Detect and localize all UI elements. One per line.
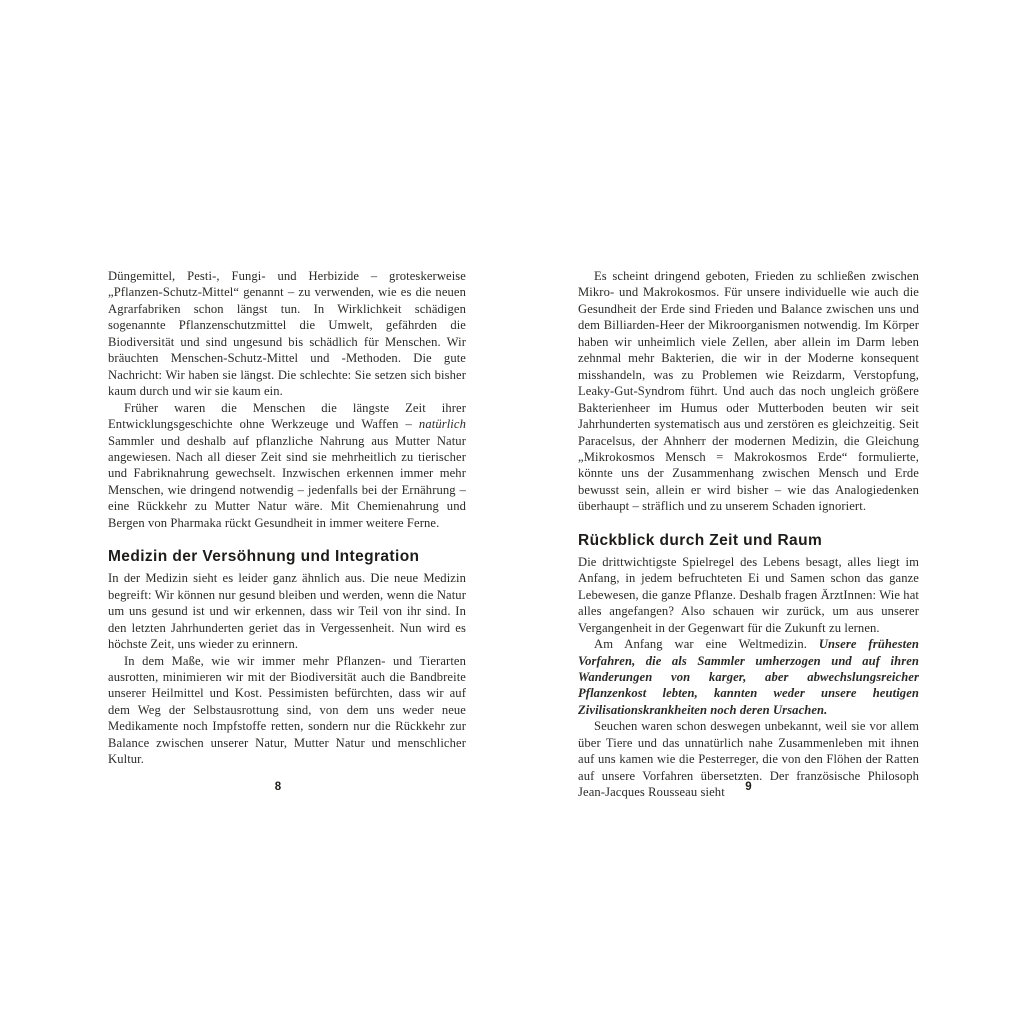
paragraph (108, 400, 466, 532)
paragraph (108, 653, 466, 768)
page-right-text-column (578, 268, 919, 801)
page-left-text-column (108, 268, 466, 768)
body-text: Es scheint dringend geboten, Frieden zu schließen zwischen Mikro- und Makrokosmos. Für unsere individuelle wie auch die Gesundheit der Erde sind Frieden und Balance zwischen uns und dem Billiarden-Heer der Mikroorganismen notwendig. Im Körper haben wir unheimlich viele Zellen, aber allein im Darm leben zehnmal mehr Bakterien, die wir in der Moderne konsequent misshandeln, was zu Problemen wie Reizdarm, Verstopfung, Leaky-Gut-Syndrom führt. Und auch das noch ungleich größere Bakterienheer im Humus oder Mutterboden beuten wir seit Jahrhunderten systematisch aus und zerstören es gleichzeitig. Seit Paracelsus, der Ahnherr der modernen Medizin, die Gleichung „Mikrokosmos Mensch = Makrokosmos Erde“ formulierte, könnte uns der Zusammenhang zwischen Mensch und Erde bewusst sein, allein er wird bisher – wie das Analogiedenken überhaupt – sträflich und zu unserem Schaden ignoriert. (578, 269, 919, 514)
page-left-number: 8 (274, 781, 282, 793)
page-right-number: 9 (745, 781, 752, 793)
body-text: Früher waren die Menschen die längste Zeit ihrer Entwicklungsgeschichte ohne Werkzeuge und Waffen – (108, 400, 466, 432)
paragraph (108, 268, 466, 400)
emphasis-text: natürlich (418, 417, 466, 432)
emphasis-text: Unsere frühesten Vorfahren, die als Sammler umherzogen und auf ihren Wanderungen von karger, aber abwechslungsreicher Pflanzenkost lebten, kannten weder unsere heutigen Zivilisationskrankheiten noch deren Ursachen. (578, 637, 920, 717)
paragraph (578, 636, 919, 718)
paragraph (578, 268, 919, 515)
section-heading: Rückblick durch Zeit und Raum (578, 531, 823, 549)
paragraph (578, 554, 919, 636)
body-text: Düngemittel, Pesti-, Fungi- und Herbizide – groteskerweise „Pflanzen-Schutz-Mittel“ genannt – zu verwenden, wie es die neuen Agrarfabriken schon längst tun. In Wirklichkeit schädigen sogenannte Pflanzenschutzmittel die Umwelt, gefährden die Biodiversität und sind ungesund bis schädlich für Menschen. Wir bräuchten Menschen-Schutz-Mittel und -Methoden. Die gute Nachricht: Wir haben sie längst. Die schlechte: Sie setzen sich bisher kaum durch und wir sie kaum ein. (108, 269, 466, 399)
body-text: In dem Maße, wie wir immer mehr Pflanzen- und Tierarten ausrotten, minimieren wir mit der Biodiversität auch die Bandbreite unserer Heilmittel und Kost. Pessimisten befürchten, dass wir auf dem Weg der Selbstausrottung sind, von dem uns weder neue Medikamente noch Impfstoffe retten, sondern nur die Rückkehr zur Balance zwischen unserer Natur, Mutter Natur und menschlicher Kultur. (108, 653, 466, 767)
paragraph (108, 570, 466, 652)
body-text: In der Medizin sieht es leider ganz ähnlich aus. Die neue Medizin begreift: Wir können nur gesund bleiben und werden, wenn die Natur um uns gesund ist und wir erkennen, dass wir Teil von ihr sind. In den letzten Jahrhunderten geriet das in Vergessenheit. Nun wird es höchste Zeit, uns wieder zu erinnern. (108, 571, 466, 652)
body-text: Seuchen waren schon deswegen unbekannt, weil sie vor allem über Tiere und das unnatürlich nahe Zusammenleben mit ihnen auf uns kamen wie die Pesterreger, die von den Flöhen der Ratten auf unsere Vorfahren übersetzten. Der französische Philosoph Jean-Jacques Rousseau sieht (578, 719, 919, 800)
section-heading: Medizin der Versöhnung und Integration (108, 548, 420, 566)
body-text: Am Anfang war eine Weltmedizin. (594, 637, 819, 652)
body-text: Die drittwichtigste Spielregel des Lebens besagt, alles liegt im Anfang, in jedem befruchteten Ei und Samen schon das ganze Lebewesen, die ganze Pflanze. Deshalb fragen ÄrztInnen: Wie hat alles angefangen? Also schauen wir zurück, um aus unserer Vergangenheit in der Gegenwart für die Zukunft zu lernen. (578, 554, 919, 635)
body-text: Sammler und deshalb auf pflanzliche Nahrung aus Mutter Natur angewiesen. Nach all dieser Zeit sind sie mehrheitlich zu tierischer und Fabriknahrung gewechselt. Inzwischen erkennen immer mehr Menschen, wie dringend notwendig – jedenfalls bei der Ernährung – eine Rückkehr zu Mutter Natur wäre. Mit Chemienahrung und Bergen von Pharmaka rückt Gesundheit in immer weitere Ferne. (108, 433, 466, 530)
